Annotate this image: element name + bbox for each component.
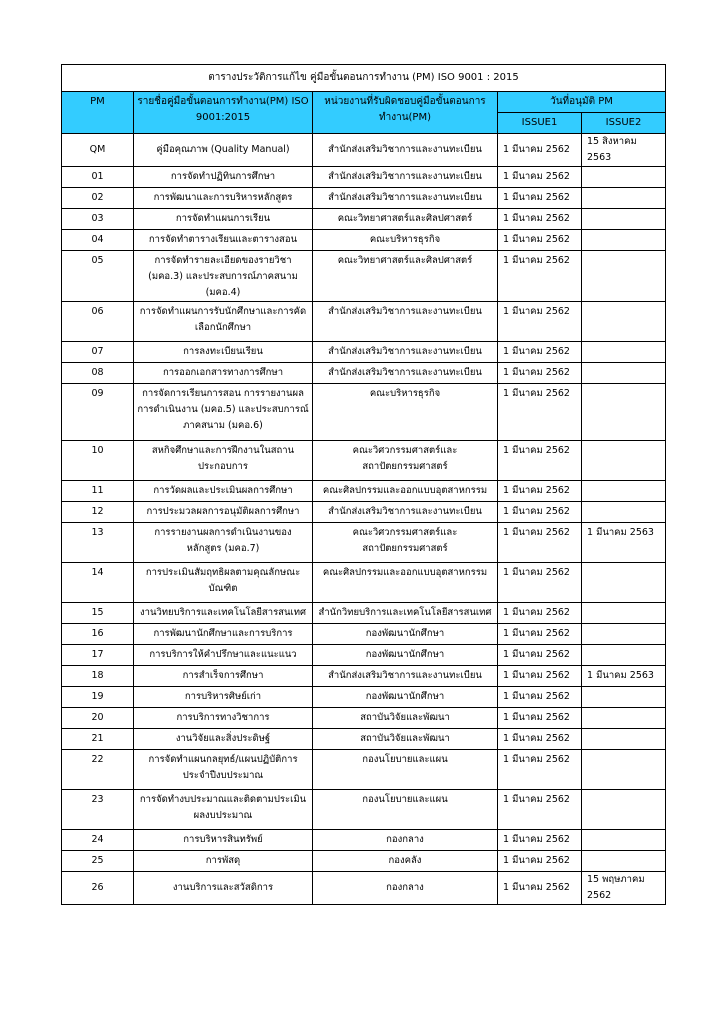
manual-name-cell: การจัดการเรียนการสอน การรายงานผลการดำเนินงาน (มคอ.5) และประสบการณ์ภาคสนาม (มคอ.6) [134,384,313,441]
manual-name-cell: การประมวลผลการอนุมัติผลการศึกษา [134,502,313,523]
issue1-date-cell: 1 มีนาคม 2562 [498,134,582,167]
responsible-unit-cell: สำนักส่งเสริมวิชาการและงานทะเบียน [313,666,498,687]
header-issue2: ISSUE2 [582,113,666,134]
responsible-unit-cell: สำนักส่งเสริมวิชาการและงานทะเบียน [313,188,498,209]
table-row [62,481,666,502]
issue1-date-cell: 1 มีนาคม 2562 [498,851,582,872]
pm-cell: 16 [62,624,134,645]
responsible-unit-cell: สถาบันวิจัยและพัฒนา [313,708,498,729]
responsible-unit-cell: กองกลาง [313,872,498,905]
issue1-date-cell: 1 มีนาคม 2562 [498,302,582,342]
issue1-date-cell: 1 มีนาคม 2562 [498,645,582,666]
responsible-unit-cell: สำนักส่งเสริมวิชาการและงานทะเบียน [313,502,498,523]
issue2-date-cell: 15 พฤษภาคม 2562 [582,872,666,905]
table-row [62,523,666,563]
issue2-date-cell [582,342,666,363]
manual-name-cell: การบริหารศิษย์เก่า [134,687,313,708]
manual-name-cell: การพัฒนานักศึกษาและการบริการ [134,624,313,645]
issue2-date-cell [582,188,666,209]
issue2-date-cell [582,441,666,481]
manual-name-cell: การออกเอกสารทางการศึกษา [134,363,313,384]
table-row [62,134,666,167]
responsible-unit-cell: คณะบริหารธุรกิจ [313,384,498,441]
issue2-date-cell [582,750,666,790]
responsible-unit-cell: คณะวิศวกรรมศาสตร์และสถาปัตยกรรมศาสตร์ [313,523,498,563]
issue1-date-cell: 1 มีนาคม 2562 [498,523,582,563]
issue2-date-cell [582,251,666,302]
issue1-date-cell: 1 มีนาคม 2562 [498,230,582,251]
table-row [62,624,666,645]
responsible-unit-cell: กองคลัง [313,851,498,872]
issue2-date-cell: 1 มีนาคม 2563 [582,523,666,563]
pm-cell: 21 [62,729,134,750]
table-row [62,790,666,830]
pm-cell: 12 [62,502,134,523]
issue2-date-cell: 1 มีนาคม 2563 [582,666,666,687]
table-row [62,603,666,624]
manual-name-cell: คู่มือคุณภาพ (Quality Manual) [134,134,313,167]
manual-name-cell: การรายงานผลการดำเนินงานของหลักสูตร (มคอ.7) [134,523,313,563]
issue2-date-cell [582,645,666,666]
pm-cell: 06 [62,302,134,342]
manual-name-cell: สหกิจศึกษาและการฝึกงานในสถานประกอบการ [134,441,313,481]
table-row [62,441,666,481]
header-approval-date: วันที่อนุมัติ PM [498,92,666,113]
responsible-unit-cell: สำนักส่งเสริมวิชาการและงานทะเบียน [313,302,498,342]
revision-history-table [61,64,666,905]
issue1-date-cell: 1 มีนาคม 2562 [498,481,582,502]
issue1-date-cell: 1 มีนาคม 2562 [498,624,582,645]
responsible-unit-cell: กองกลาง [313,830,498,851]
issue1-date-cell: 1 มีนาคม 2562 [498,251,582,302]
issue1-date-cell: 1 มีนาคม 2562 [498,188,582,209]
issue2-date-cell [582,563,666,603]
issue1-date-cell: 1 มีนาคม 2562 [498,729,582,750]
header-issue1: ISSUE1 [498,113,582,134]
header-responsible-unit: หน่วยงานที่รับผิดชอบคู่มือขั้นตอนการทำงาน(PM) [313,92,498,134]
table-row [62,188,666,209]
pm-cell: 23 [62,790,134,830]
table-row [62,830,666,851]
manual-name-cell: การจัดทำแผนกลยุทธ์/แผนปฏิบัติการประจำปีงบประมาณ [134,750,313,790]
table-row [62,502,666,523]
responsible-unit-cell: คณะบริหารธุรกิจ [313,230,498,251]
issue1-date-cell: 1 มีนาคม 2562 [498,209,582,230]
issue1-date-cell: 1 มีนาคม 2562 [498,790,582,830]
issue2-date-cell [582,302,666,342]
table-row [62,729,666,750]
table-row [62,342,666,363]
pm-cell: 13 [62,523,134,563]
issue2-date-cell [582,230,666,251]
responsible-unit-cell: คณะศิลปกรรมและออกแบบอุตสาหกรรม [313,563,498,603]
issue1-date-cell: 1 มีนาคม 2562 [498,708,582,729]
responsible-unit-cell: คณะวิทยาศาสตร์และศิลปศาสตร์ [313,251,498,302]
pm-cell: 11 [62,481,134,502]
table-row [62,230,666,251]
issue2-date-cell [582,708,666,729]
issue1-date-cell: 1 มีนาคม 2562 [498,603,582,624]
manual-name-cell: การพัฒนาและการบริหารหลักสูตร [134,188,313,209]
issue2-date-cell [582,851,666,872]
pm-cell: 10 [62,441,134,481]
header-pm: PM [62,92,134,134]
issue1-date-cell: 1 มีนาคม 2562 [498,830,582,851]
table-title: ตารางประวัติการแก้ไข คู่มือขั้นตอนการทำงาน (PM) ISO 9001 : 2015 [62,65,666,92]
responsible-unit-cell: สำนักส่งเสริมวิชาการและงานทะเบียน [313,363,498,384]
issue2-date-cell: 15 สิงหาคม 2563 [582,134,666,167]
issue1-date-cell: 1 มีนาคม 2562 [498,502,582,523]
responsible-unit-cell: กองนโยบายและแผน [313,750,498,790]
table-row [62,750,666,790]
table-row [62,209,666,230]
manual-name-cell: การลงทะเบียนเรียน [134,342,313,363]
pm-cell: QM [62,134,134,167]
issue1-date-cell: 1 มีนาคม 2562 [498,687,582,708]
manual-name-cell: การบริการทางวิชาการ [134,708,313,729]
issue1-date-cell: 1 มีนาคม 2562 [498,563,582,603]
responsible-unit-cell: คณะศิลปกรรมและออกแบบอุตสาหกรรม [313,481,498,502]
pm-cell: 03 [62,209,134,230]
responsible-unit-cell: กองพัฒนานักศึกษา [313,624,498,645]
issue1-date-cell: 1 มีนาคม 2562 [498,666,582,687]
pm-cell: 20 [62,708,134,729]
table-row [62,666,666,687]
issue1-date-cell: 1 มีนาคม 2562 [498,342,582,363]
responsible-unit-cell: สำนักวิทยบริการและเทคโนโลยีสารสนเทศ [313,603,498,624]
pm-cell: 07 [62,342,134,363]
issue1-date-cell: 1 มีนาคม 2562 [498,750,582,790]
table-row [62,363,666,384]
responsible-unit-cell: สำนักส่งเสริมวิชาการและงานทะเบียน [313,342,498,363]
issue2-date-cell [582,624,666,645]
table-row [62,851,666,872]
pm-cell: 01 [62,167,134,188]
table-row [62,687,666,708]
manual-name-cell: การบริหารสินทรัพย์ [134,830,313,851]
table-row [62,708,666,729]
pm-cell: 09 [62,384,134,441]
issue1-date-cell: 1 มีนาคม 2562 [498,167,582,188]
issue2-date-cell [582,481,666,502]
issue2-date-cell [582,687,666,708]
table-row [62,251,666,302]
pm-cell: 17 [62,645,134,666]
responsible-unit-cell: กองพัฒนานักศึกษา [313,687,498,708]
manual-name-cell: การพัสดุ [134,851,313,872]
table-row [62,302,666,342]
manual-name-cell: การจัดทำแผนการรับนักศึกษาและการคัดเลือกนักศึกษา [134,302,313,342]
pm-cell: 15 [62,603,134,624]
manual-name-cell: การจัดทำปฏิทินการศึกษา [134,167,313,188]
pm-cell: 05 [62,251,134,302]
pm-cell: 14 [62,563,134,603]
header-manual-name: รายชื่อคู่มือขั้นตอนการทำงาน(PM) ISO 9001:2015 [134,92,313,134]
issue1-date-cell: 1 มีนาคม 2562 [498,363,582,384]
manual-name-cell: งานวิจัยและสิ่งประดิษฐ์ [134,729,313,750]
responsible-unit-cell: สำนักส่งเสริมวิชาการและงานทะเบียน [313,134,498,167]
responsible-unit-cell: สำนักส่งเสริมวิชาการและงานทะเบียน [313,167,498,188]
issue2-date-cell [582,729,666,750]
pm-cell: 22 [62,750,134,790]
table-body [62,134,666,905]
issue2-date-cell [582,502,666,523]
responsible-unit-cell: สถาบันวิจัยและพัฒนา [313,729,498,750]
issue2-date-cell [582,209,666,230]
issue1-date-cell: 1 มีนาคม 2562 [498,384,582,441]
manual-name-cell: งานวิทยบริการและเทคโนโลยีสารสนเทศ [134,603,313,624]
pm-cell: 25 [62,851,134,872]
pm-cell: 04 [62,230,134,251]
issue2-date-cell [582,363,666,384]
issue2-date-cell [582,167,666,188]
issue2-date-cell [582,603,666,624]
manual-name-cell: การจัดทำรายละเอียดของรายวิชา (มคอ.3) และประสบการณ์ภาคสนาม (มคอ.4) [134,251,313,302]
table-row [62,167,666,188]
table-row [62,384,666,441]
issue1-date-cell: 1 มีนาคม 2562 [498,441,582,481]
responsible-unit-cell: กองนโยบายและแผน [313,790,498,830]
issue2-date-cell [582,790,666,830]
responsible-unit-cell: กองพัฒนานักศึกษา [313,645,498,666]
manual-name-cell: การจัดทำงบประมาณและติดตามประเมินผลงบประมาณ [134,790,313,830]
pm-cell: 08 [62,363,134,384]
manual-name-cell: การประเมินสัมฤทธิผลตามคุณลักษณะบัณฑิต [134,563,313,603]
pm-cell: 18 [62,666,134,687]
pm-cell: 26 [62,872,134,905]
responsible-unit-cell: คณะวิทยาศาสตร์และศิลปศาสตร์ [313,209,498,230]
table-row [62,563,666,603]
pm-cell: 19 [62,687,134,708]
issue2-date-cell [582,830,666,851]
manual-name-cell: งานบริการและสวัสดิการ [134,872,313,905]
table-row [62,645,666,666]
responsible-unit-cell: คณะวิศวกรรมศาสตร์และสถาปัตยกรรมศาสตร์ [313,441,498,481]
manual-name-cell: การวัดผลและประเมินผลการศึกษา [134,481,313,502]
issue1-date-cell: 1 มีนาคม 2562 [498,872,582,905]
manual-name-cell: การสำเร็จการศึกษา [134,666,313,687]
manual-name-cell: การจัดทำตารางเรียนและตารางสอน [134,230,313,251]
pm-cell: 02 [62,188,134,209]
manual-name-cell: การบริการให้คำปรึกษาและแนะแนว [134,645,313,666]
manual-name-cell: การจัดทำแผนการเรียน [134,209,313,230]
pm-cell: 24 [62,830,134,851]
issue2-date-cell [582,384,666,441]
table-row [62,872,666,905]
